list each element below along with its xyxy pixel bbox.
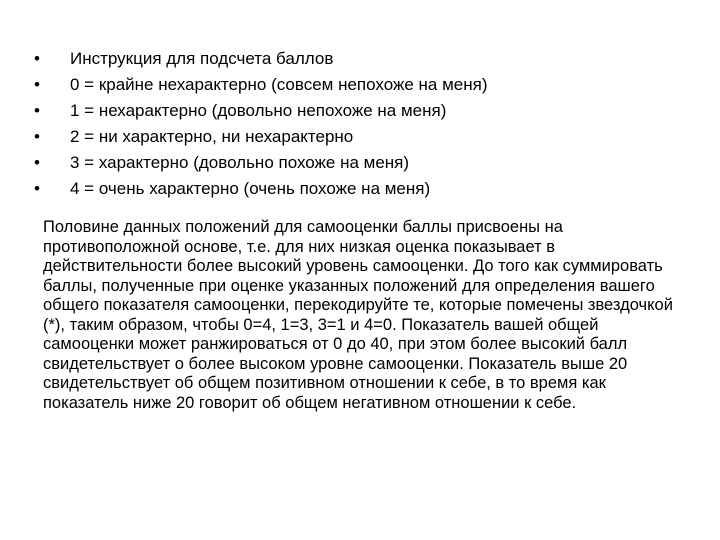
list-item bbox=[30, 98, 488, 124]
list-item-text: Инструкция для подсчета баллов bbox=[70, 49, 334, 68]
bullet-icon: • bbox=[34, 75, 40, 94]
bullet-icon: • bbox=[34, 101, 40, 120]
scoring-instructions-list bbox=[30, 46, 488, 202]
bullet-icon: • bbox=[34, 127, 40, 146]
bullet-icon: • bbox=[34, 49, 40, 68]
list-item-text: 2 = ни характерно, ни нехарактерно bbox=[70, 127, 354, 146]
list-item bbox=[30, 72, 488, 98]
list-item bbox=[30, 150, 488, 176]
scoring-explanation-paragraph: Половине данных положений для самооценки баллы присвоены на противоположной основе, т.е. для них низкая оценка показывает в действительности более высокий уровень самооценки. До того как суммировать баллы, полученные при оценке указанных положений для определения вашего общего показателя самооценки, перекодируйте те, которые помечены звездочкой (*), таким образом, чтобы 0=4, 1=3, 3=1 и 4=0. Показатель вашей общей самооценки может ранжироваться от 0 до 40, при этом более высокий балл свидетельствует о более высоком уровне самооценки. Показатель выше 20 свидетельствует об общем позитивном отношении к себе, в то время как показатель ниже 20 говорит об общем негативном отношении к себе. bbox=[43, 218, 673, 412]
bullet-icon: • bbox=[34, 153, 40, 172]
list-item-text: 1 = нехарактерно (довольно непохоже на меня) bbox=[70, 101, 447, 120]
list-item bbox=[30, 124, 488, 150]
list-item bbox=[30, 46, 488, 72]
list-item-text: 4 = очень характерно (очень похоже на меня) bbox=[70, 179, 431, 198]
bullet-icon: • bbox=[34, 179, 40, 198]
list-item-text: 3 = характерно (довольно похоже на меня) bbox=[70, 153, 410, 172]
list-item-text: 0 = крайне нехарактерно (совсем непохоже на меня) bbox=[70, 75, 488, 94]
list-item bbox=[30, 176, 488, 202]
